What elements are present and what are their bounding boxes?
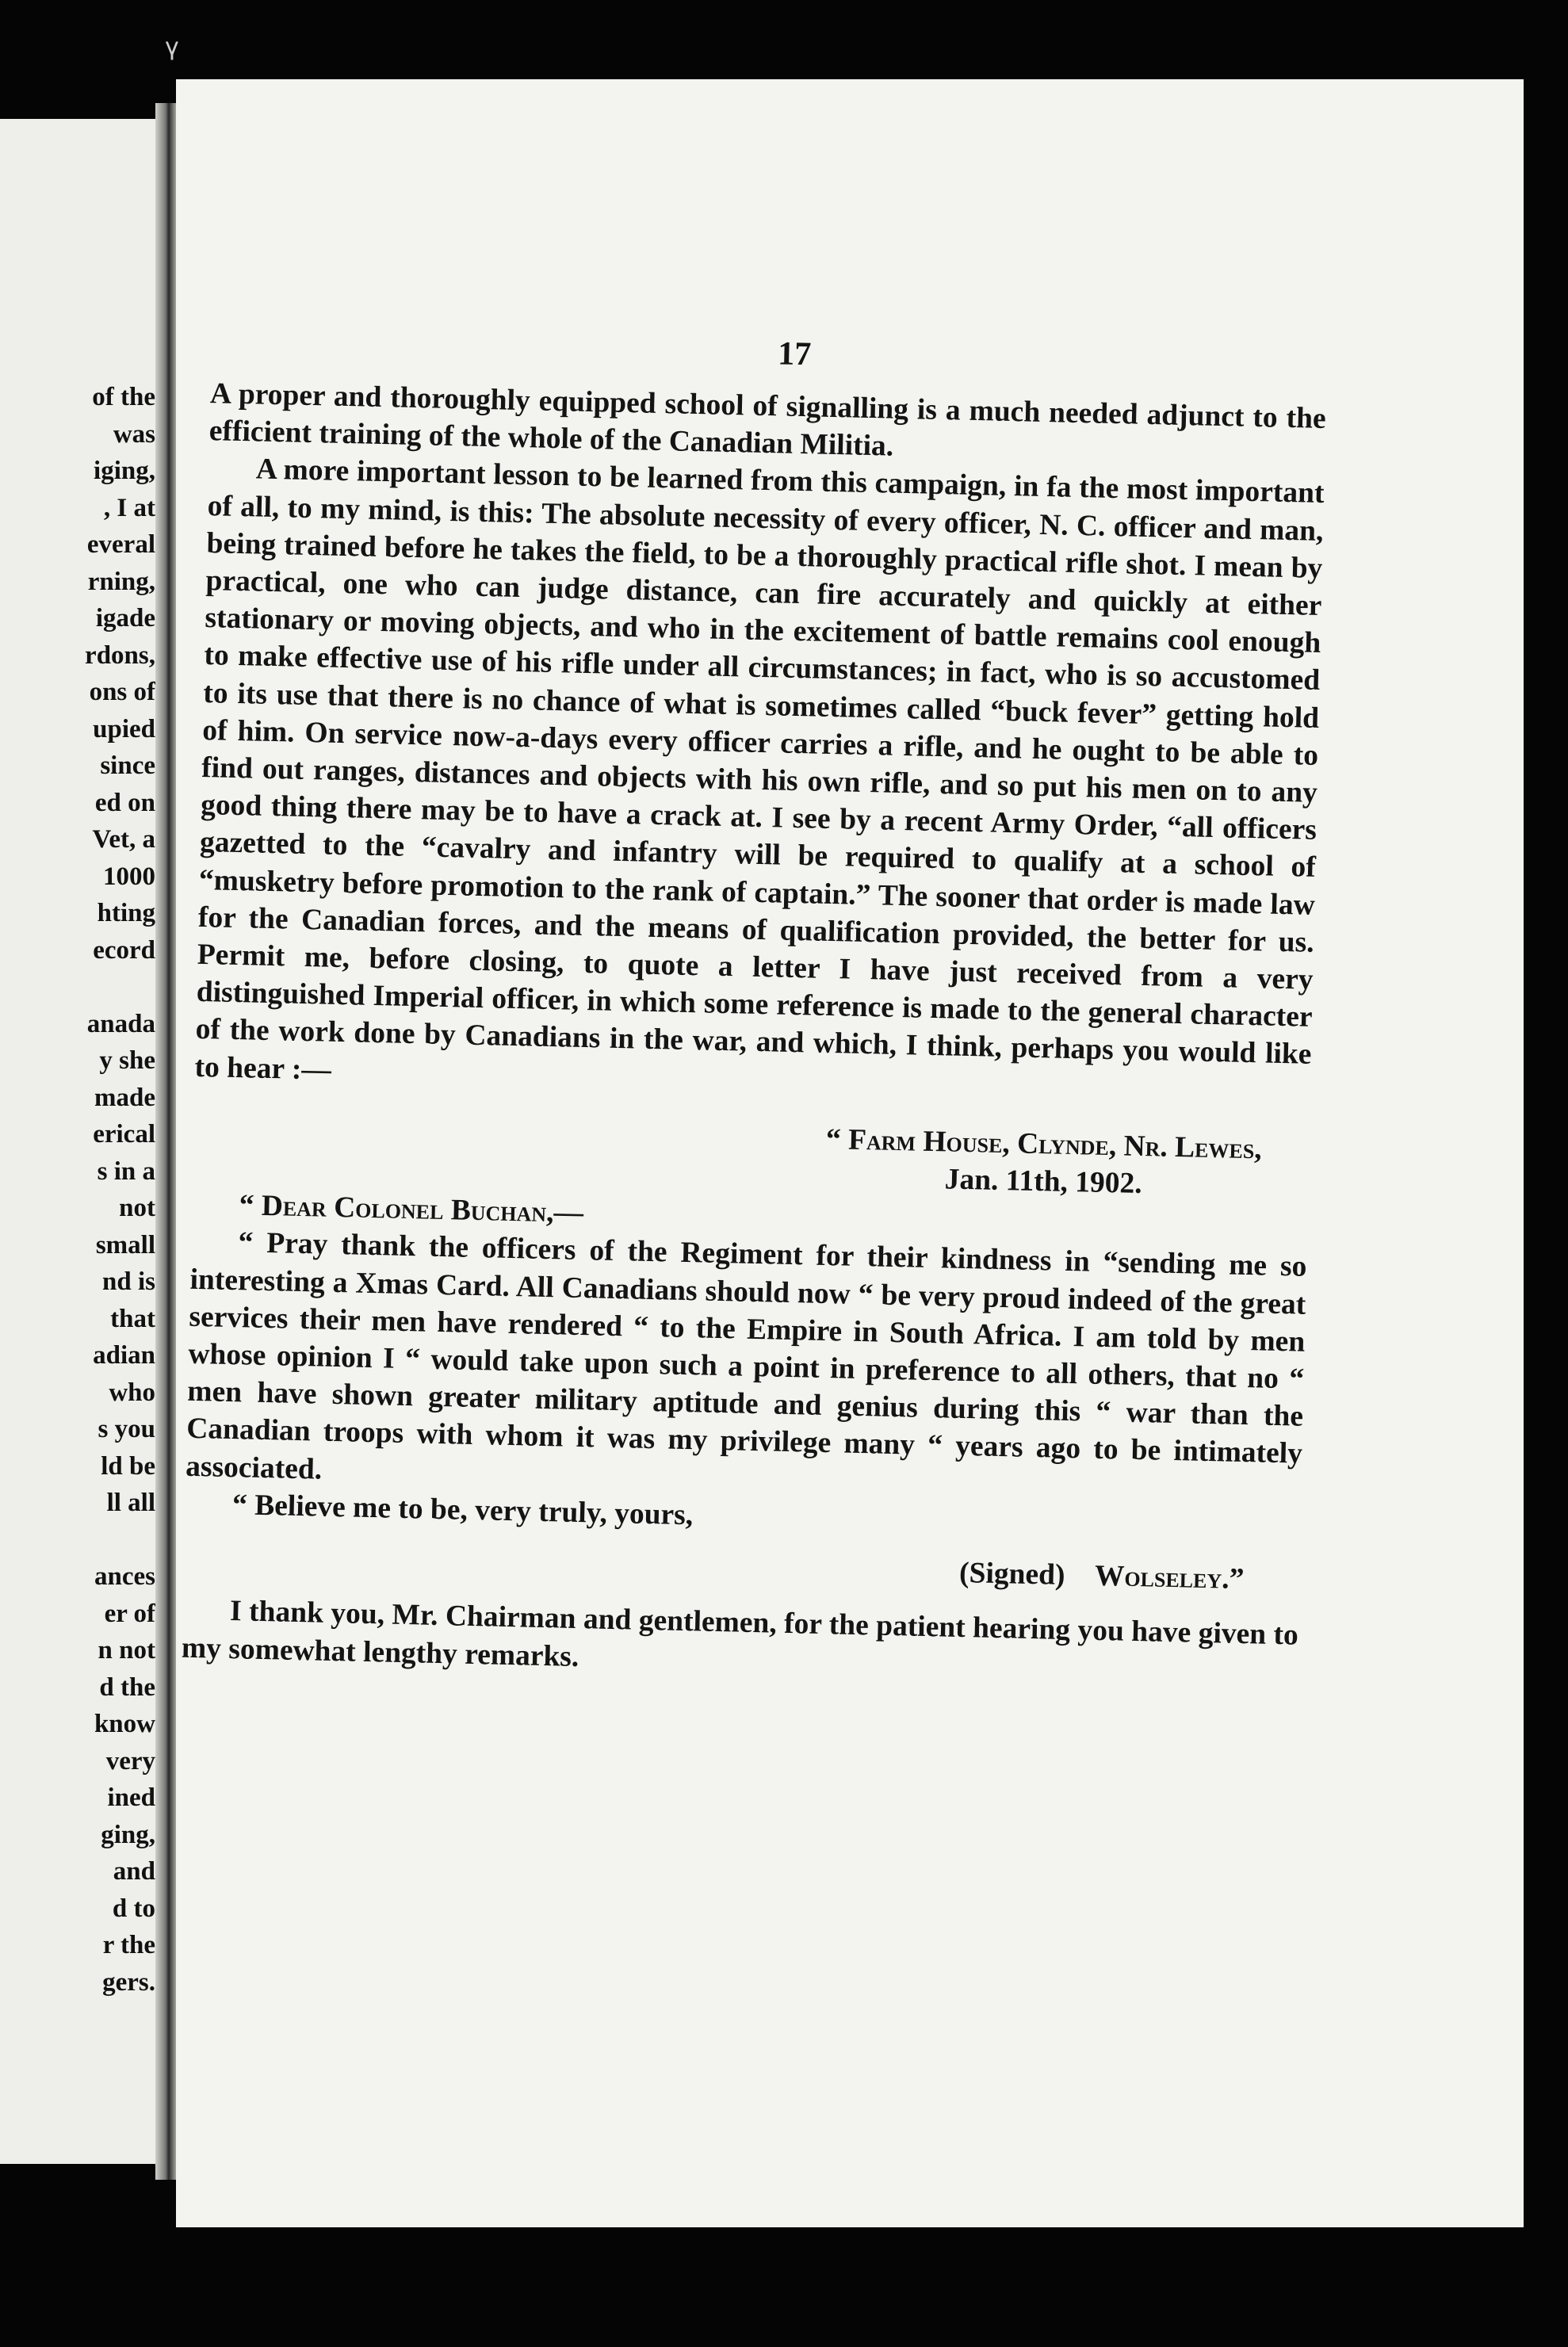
left-page-line: , I at — [103, 493, 155, 522]
left-page-line: know — [94, 1710, 155, 1738]
left-page-line: ons of — [89, 678, 155, 706]
body-text — [182, 375, 1327, 1691]
left-page-line: small — [95, 1230, 155, 1260]
left-page-line: not — [119, 1194, 155, 1222]
film-speck: ү — [165, 33, 179, 61]
left-page-line: hting — [97, 899, 155, 927]
left-page-line: anada — [86, 1009, 155, 1038]
paragraph-signalling: A proper and thoroughly equipped school of signalling is a much needed adjunct to the efficient training of the whole of the Canadian Militia. — [208, 377, 1327, 463]
left-page-line: was — [113, 419, 155, 449]
left-page-line: ld be — [101, 1451, 155, 1481]
letter-signature-line — [183, 1537, 1300, 1600]
left-page-line: n not — [98, 1636, 155, 1665]
left-page-line: upied — [93, 714, 155, 743]
left-page-fragment — [0, 119, 166, 2164]
left-page-line: ed on — [94, 788, 155, 817]
left-page-line — [85, 969, 155, 1006]
letter-date: Jan. 11th, 1902. — [944, 1163, 1143, 1201]
left-page-line: who — [109, 1378, 155, 1407]
letter-salutation: “ Dear Colonel Buchan,— — [239, 1189, 584, 1230]
left-page-line: y she — [99, 1046, 155, 1075]
left-page-line: s in a — [97, 1156, 155, 1186]
closing-remarks: I thank you, Mr. Chairman and gentlemen, for the patient hearing you have given to my somewhat lengthy remarks. — [181, 1595, 1299, 1673]
left-page-line: iging, — [94, 457, 155, 485]
signature-name: Wolseley.” — [1094, 1559, 1245, 1596]
left-page-line: d to — [112, 1894, 155, 1923]
page-number: 17 — [777, 335, 812, 373]
left-page-line: made — [94, 1083, 155, 1112]
left-page-line: ecord — [93, 935, 155, 965]
letter-address: “ Farm House, Clynde, Nr. Lewes, — [825, 1122, 1263, 1166]
paragraph-rifle-shot: A more important lesson to be learned from this campaign, in fa the most important of all, to my mind, is this: The absolute necessity of every officer, N. C. officer and man, being trained before he takes the field, to be a thoroughly practical rifle shot. I mean by practical, one who can judge distance, can fire accurately and quickly at either stationary or moving objects, and who in the excitement of battle remains cool enough to make effective use of his rifle under all circumstances; in fact, who is so accustomed to its use that there is no chance of what is sometimes called “buck fever” getting hold of him. On service now-a-days every officer carries a rifle, and he ought to be able to find out ranges, distances and objects with his own rifle, and so put his men on to any good thing there may be to have a crack at. I see by a recent Army Order, “all officers gazetted to the “cavalry and infantry will be required to qualify at a school of “musketry before promotion to the rank of captain.” The sooner that order is made law for the Canadian forces, and the means of qualification provided, the better for us. Permit me, before closing, to quote a letter I have just received from a very distinguished Imperial officer, in which some reference is made to the general character of the work done by Canadians in the war, and which, I think, perhaps you would like to hear :— — [194, 453, 1325, 1087]
left-page-line: 1000 — [103, 862, 155, 891]
left-page-line: igade — [95, 604, 155, 633]
left-page-line: since — [100, 751, 155, 780]
left-page-line: adian — [93, 1341, 155, 1370]
left-page-line: s you — [98, 1415, 155, 1443]
letter-closing: “ Believe me to be, very truly, yours, — [231, 1488, 694, 1532]
page-text-block — [149, 62, 1545, 2240]
left-page-line: rdons, — [85, 640, 155, 670]
left-page-line: nd is — [102, 1267, 155, 1296]
signed-label: (Signed) — [958, 1557, 1065, 1592]
left-page-line: ll all — [106, 1489, 155, 1517]
left-page-line: erical — [93, 1120, 155, 1149]
left-page-line: er of — [104, 1599, 155, 1628]
left-page-line: and — [113, 1857, 155, 1886]
left-page-line: very — [105, 1746, 155, 1776]
left-page-line: ined — [107, 1783, 155, 1812]
left-page-line — [85, 1522, 155, 1559]
letter-body: “ Pray thank the officers of the Regiment for their kindness in “sending me so interesting a Xmas Card. All Canadians should now “ be very proud indeed of the great services their men have rendered “ to the Empire in South Africa. I am told by men whose opinion I “ would take upon such a point in preference to all others, that no “ men have shown greater military aptitude and genius during this “ war than the Canadian troops with whom it was my privilege many “ years ago to be intimately associated. — [185, 1226, 1307, 1486]
left-page-text — [85, 379, 155, 2001]
left-page-line: r the — [102, 1931, 155, 1959]
right-page — [176, 79, 1524, 2227]
left-page-line: of the — [92, 383, 155, 411]
left-page-line: d the — [99, 1672, 155, 1702]
left-page-line: rning, — [87, 567, 155, 596]
left-page-line: Vet, a — [92, 825, 155, 854]
left-page-line: that — [110, 1304, 155, 1333]
left-page-line: ances — [94, 1562, 155, 1591]
left-page-line: gers. — [102, 1967, 155, 1997]
left-page-line: everal — [86, 530, 155, 559]
left-page-line: ging, — [101, 1820, 155, 1849]
